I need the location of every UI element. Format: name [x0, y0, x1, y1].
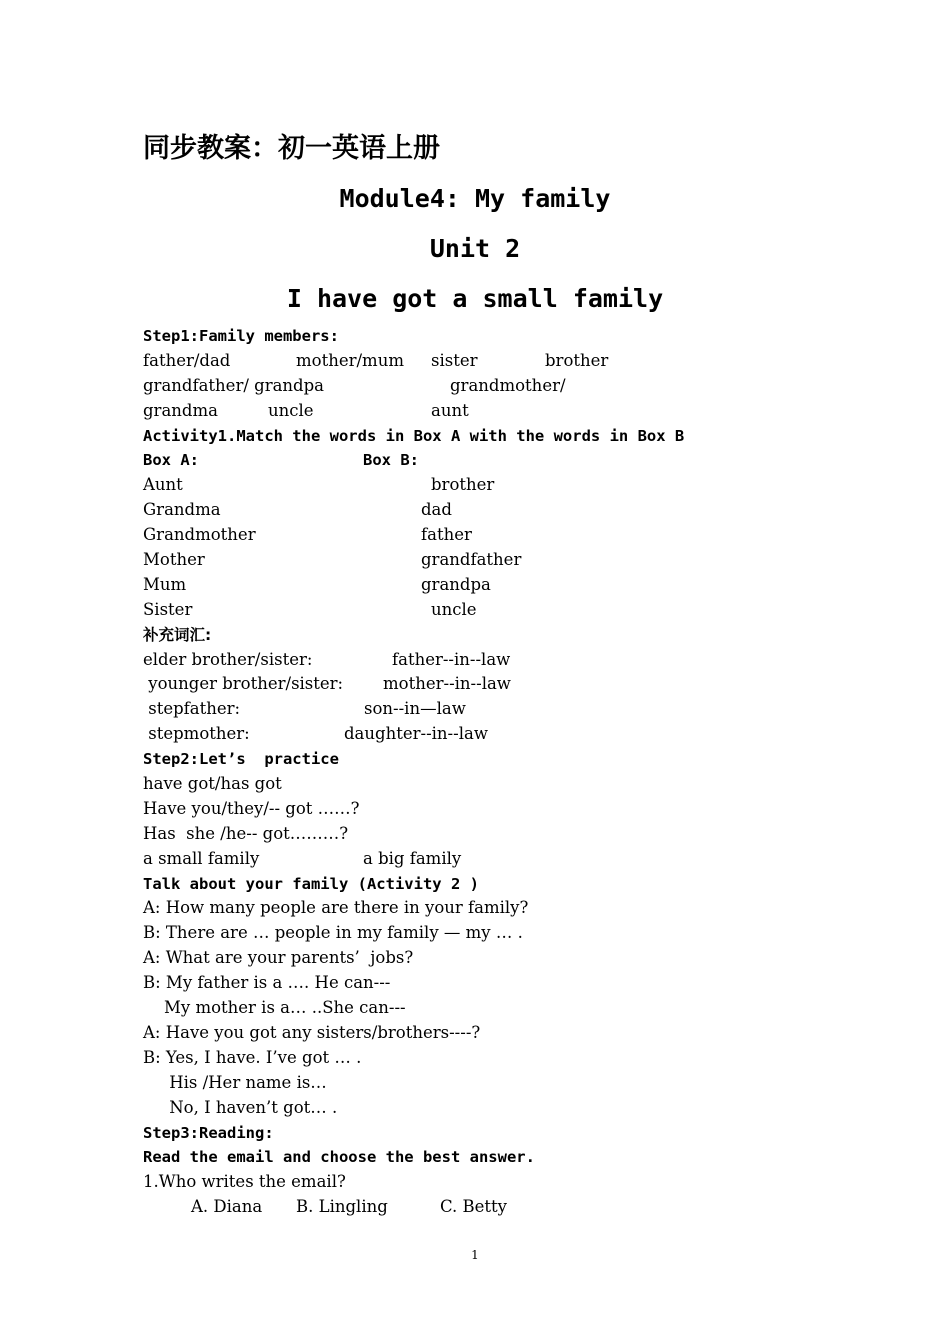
family-words-row — [143, 374, 903, 399]
family-word: uncle — [268, 400, 314, 420]
activity1-heading: Activity1.Match the words in Box A with the words in Box B — [143, 426, 685, 445]
lesson-heading: I have got a small family — [286, 284, 664, 313]
page-title-cn: 同步教案：初一英语上册 — [143, 133, 440, 164]
unit-heading: Unit 2 — [429, 234, 521, 263]
vocab-term: stepmother: — [143, 724, 250, 744]
answer-option: C. Betty — [440, 1197, 507, 1217]
module-heading: Module4: My family — [339, 184, 611, 213]
dialogue-line: B: Yes, I have. I’ve got … . — [143, 1047, 362, 1067]
box-b-label: Box B: — [363, 451, 419, 470]
box-a-word: Aunt — [143, 475, 183, 495]
box-b-word: grandpa — [421, 574, 491, 594]
dialogue-line: His /Her name is… — [143, 1072, 327, 1092]
vocab-term: daughter--in--law — [344, 724, 488, 744]
dialogue-line: My mother is a… ..She can--- — [143, 998, 406, 1018]
family-words-row — [143, 349, 903, 374]
vocab-term: stepfather: — [143, 699, 241, 719]
box-b-word: uncle — [431, 599, 477, 619]
box-b-word: brother — [431, 475, 495, 495]
box-a-word: Sister — [143, 599, 193, 619]
dialogue-line: B: There are … people in my family — my … . — [143, 923, 523, 943]
family-word: mother/mum — [296, 350, 404, 370]
vocab-term: father--in--law — [392, 649, 511, 669]
match-row — [143, 573, 903, 598]
box-b-word: grandfather — [421, 550, 522, 570]
family-word: grandma — [143, 400, 218, 420]
family-size: a small family — [143, 848, 260, 868]
match-row — [143, 598, 903, 623]
step1-heading: Step1:Family members: — [143, 327, 339, 345]
match-row — [143, 548, 903, 573]
practice-line: Have you/they/-- got ……? — [143, 798, 360, 818]
answer-option: B. Lingling — [296, 1197, 388, 1217]
answer-options-row — [143, 1195, 903, 1220]
practice-line: Has she /he-- got………? — [143, 823, 349, 843]
box-a-word: Grandmother — [143, 525, 256, 545]
box-labels-row — [143, 448, 903, 473]
box-a-word: Mother — [143, 550, 205, 570]
match-row — [143, 523, 903, 548]
box-a-label: Box A: — [143, 451, 199, 470]
vocab-row — [143, 722, 903, 747]
vocab-term: elder brother/sister: — [143, 649, 313, 669]
practice-line: have got/has got — [143, 774, 282, 794]
dialogue-line: A: Have you got any sisters/brothers----? — [143, 1022, 481, 1042]
dialogue-line: A: What are your parents’ jobs? — [143, 948, 414, 968]
box-a-word: Mum — [143, 574, 187, 594]
answer-option: A. Diana — [191, 1197, 263, 1217]
box-b-word: dad — [421, 500, 452, 520]
family-word: brother — [545, 350, 609, 370]
family-word: grandfather/ grandpa — [143, 375, 325, 395]
vocab-term: mother--in--law — [383, 674, 511, 694]
family-size-row — [143, 847, 903, 872]
match-row — [143, 473, 903, 498]
box-b-word: father — [421, 525, 472, 545]
page-number: 1 — [471, 1248, 479, 1262]
match-row — [143, 498, 903, 523]
vocab-heading: 补充词汇: — [143, 625, 212, 644]
step3-heading: Step3:Reading: — [143, 1123, 274, 1142]
vocab-term: son--in—law — [364, 699, 466, 719]
family-word: grandmother/ — [450, 375, 566, 395]
family-word: sister — [431, 350, 478, 370]
reading-instruction: Read the email and choose the best answer. — [143, 1148, 535, 1167]
talk-heading: Talk about your family (Activity 2 ) — [143, 874, 479, 893]
vocab-row — [143, 672, 903, 697]
vocab-term: younger brother/sister: — [143, 674, 344, 694]
dialogue-line: No, I haven’t got… . — [143, 1097, 338, 1117]
question-1: 1.Who writes the email? — [143, 1172, 346, 1192]
family-word: aunt — [431, 400, 469, 420]
dialogue-line: B: My father is a …. He can--- — [143, 973, 391, 993]
family-words-row — [143, 399, 903, 424]
family-size: a big family — [363, 848, 462, 868]
box-a-word: Grandma — [143, 500, 221, 520]
dialogue-line: A: How many people are there in your family? — [143, 898, 529, 918]
family-word: father/dad — [143, 350, 231, 370]
vocab-row — [143, 648, 903, 673]
step2-heading: Step2:Let’s practice — [143, 750, 339, 769]
vocab-row — [143, 697, 903, 722]
document-body — [143, 324, 903, 1220]
